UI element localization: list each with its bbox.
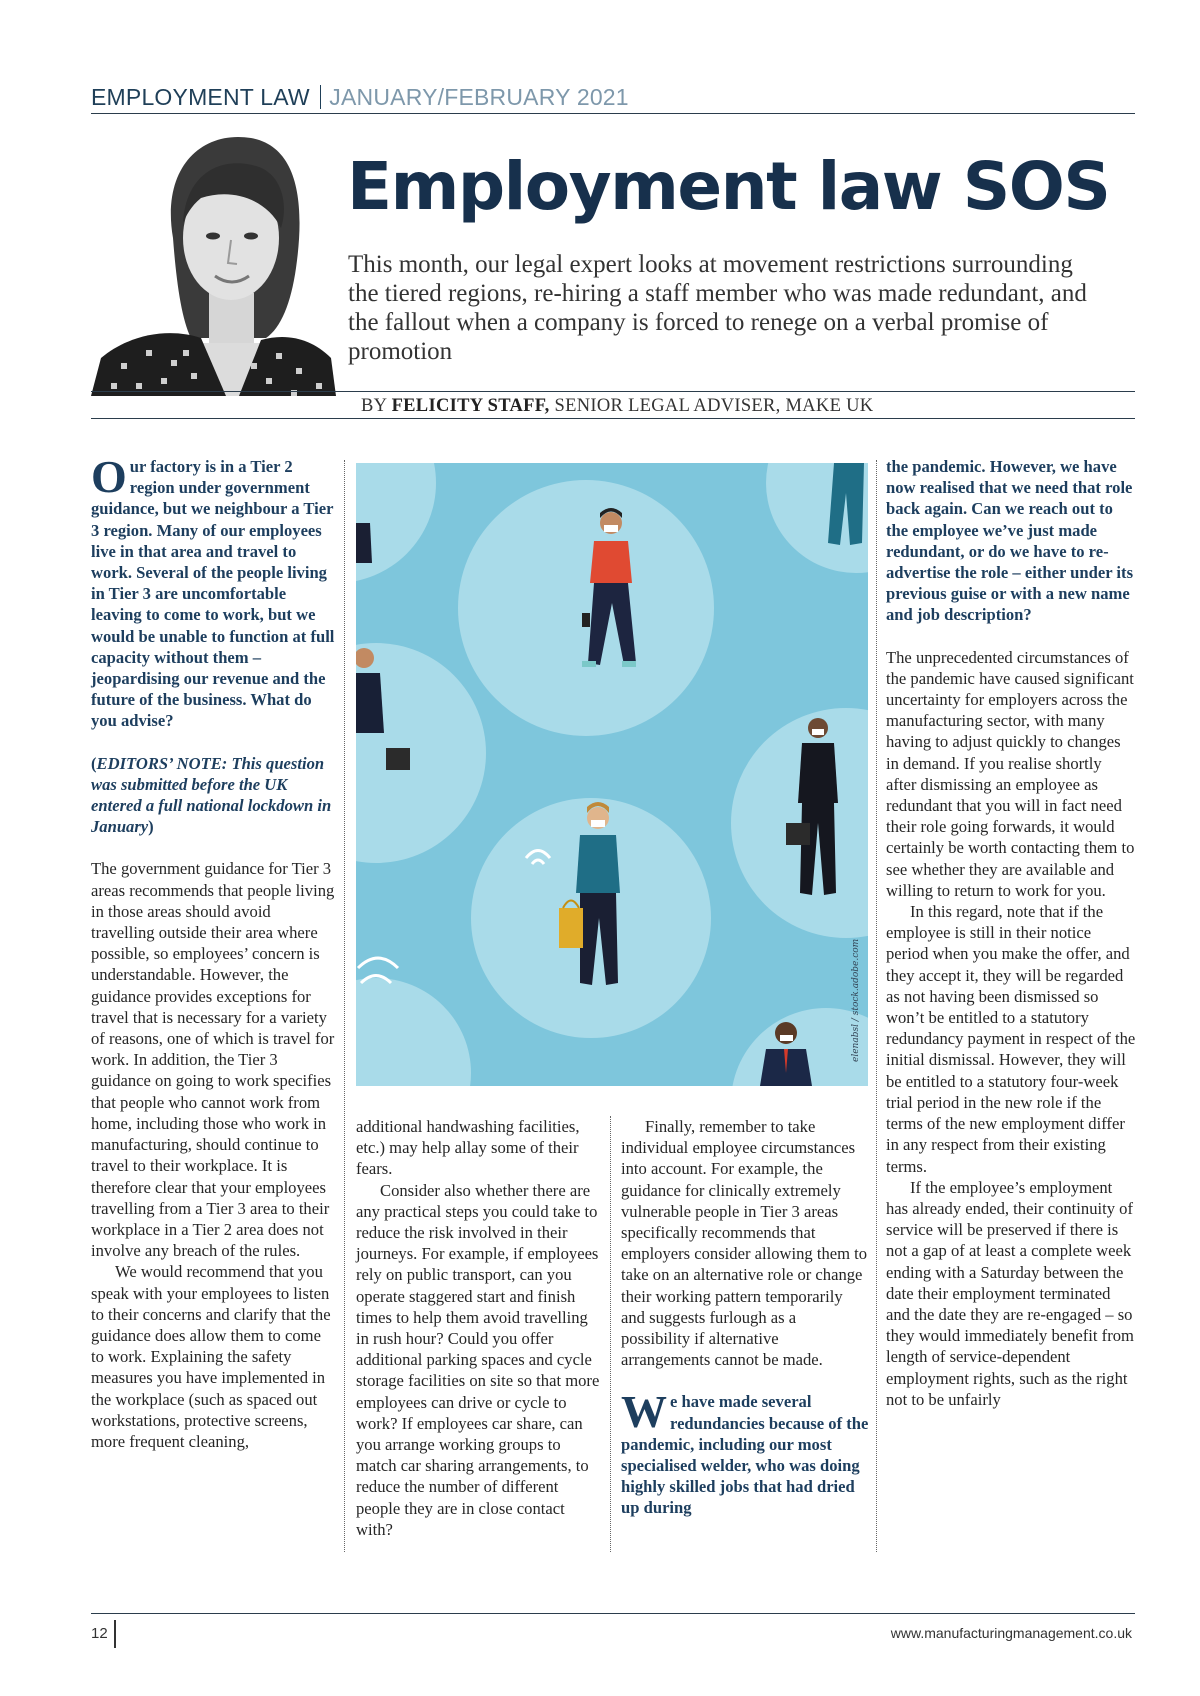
column-2	[356, 1116, 602, 1540]
answer-1-paragraph: The government guidance for Tier 3 areas recommends that people living in those areas should avoid travelling outside their area where possible, so employees’ concern is understandable. However, the guidance provides exceptions for travel that is necessary for a variety of reasons, one of which is travel for work. In addition, the Tier 3 guidance on going to work specifies that people who cannot work from home, including those who work in manufacturing, should continue to travel to their workplace. It is therefore clear that your employees travelling from a Tier 3 area to their workplace in a Tier 2 area does not involve any breach of the rules.	[91, 859, 335, 1261]
answer-2-paragraph: If the employee’s employment has already ended, their continuity of service will be preserved if there is not a gap of at least a complete week ending with a Saturday between the date their employment terminated and the date they are re-engaged – so they would immediately benefit from length of service-dependent employment rights, such as the right not to be unfairly	[886, 1177, 1134, 1409]
column-3	[621, 1116, 869, 1519]
question-1-text: ur factory is in a Tier 2 region under government guidance, but we neighbour a Tier 3 region. Many of our employees live in that area and travel to work. Several of the people living in Tier 3 are uncomfortable leaving to come to work, but we would be unable to function at full capacity without them – jeopardising our revenue and the future of the business. What do you advise?	[91, 457, 335, 731]
column-divider	[876, 460, 877, 1552]
author-portrait	[91, 128, 336, 396]
running-header	[91, 84, 629, 111]
question-2	[621, 1386, 869, 1518]
header-rule	[91, 113, 1135, 114]
answer-1-paragraph: Finally, remember to take individual employee circumstances into account. For example, the guidance for clinically extremely vulnerable people in Tier 3 areas specifically recommends that employers consider allowing them to take on an alternative role or change their working pattern temporarily and suggests furlough as a possibility if alternative arrangements cannot be made.	[621, 1117, 868, 1370]
question-2-text: e have made several redundancies because of the pandemic, including our most specialised welder, who was doing highly skilled jobs that had dried up during	[621, 1392, 869, 1518]
byline-rule-bottom	[91, 418, 1135, 419]
answer-2-paragraph: The unprecedented circumstances of the pandemic have caused significant uncertainty for employers across the manufacturing sector, with many having to adjust quickly to changes in demand. If you realise shortly after dismissing an employee as redundant that you will in fact need their role going forwards, it would certainly be worth contacting them to see whether they are available and willing to return to work for you.	[886, 647, 1135, 900]
column-1	[91, 451, 336, 1452]
note-paren-open: (	[91, 753, 97, 773]
answer-1-paragraph: Consider also whether there are any practical steps you could take to reduce the risk involved in their journeys. For example, if employees rely on public transport, can you operate staggered start and finish times to help them avoid travelling in rush hour? Could you offer additional parking spaces and cycle storage facilities on site so that more employees can drive or cycle to work? If employees car share, can you arrange working groups to match car sharing arrangements, to reduce the number of different people they are in close contact with?	[356, 1180, 600, 1539]
section-name: EMPLOYMENT LAW	[91, 84, 310, 110]
author-name: FELICITY STAFF,	[391, 396, 550, 416]
byline-rule-top	[91, 391, 1135, 392]
editors-note	[91, 753, 336, 838]
note-paren-close: )	[148, 817, 154, 837]
byline-prefix: BY	[361, 396, 387, 416]
answer-2-paragraph: In this regard, note that if the employee is still in their notice period when you make the offer, and they accept it, they will be regarded as not having been dismissed so won’t be entitled to a statutory redundancy payment in respect of the initial dismissal. However, they will be entitled to a statutory four-week trial period in the new role if the terms of the new employment differ in any respect from their existing terms.	[886, 902, 1136, 1176]
drop-cap: W	[621, 1386, 667, 1438]
byline	[361, 396, 873, 417]
question-1	[91, 451, 336, 732]
column-4	[886, 456, 1136, 1410]
page-number: 12	[91, 1625, 108, 1642]
people-walking-illustration	[356, 463, 868, 1086]
drop-cap: O	[91, 451, 127, 502]
footer-divider	[114, 1620, 116, 1648]
footer-rule	[91, 1613, 1135, 1614]
answer-1-paragraph: additional handwashing facilities, etc.) may help allay some of their fears.	[356, 1117, 580, 1179]
editors-note-text: EDITORS’ NOTE: This question was submitted before the UK entered a full national lockdown in January	[91, 753, 332, 837]
column-divider	[610, 1116, 611, 1552]
question-2-continued: the pandemic. However, we have now realised that we need that role back again. Can we reach out to the employee we’ve just made redundant, or do we have to re-advertise the role – either under its previous guise or with a new name and job description?	[886, 457, 1134, 625]
article-title: Employment law SOS	[347, 148, 1110, 225]
issue-date: JANUARY/FEBRUARY 2021	[329, 84, 629, 110]
header-divider	[320, 85, 322, 109]
author-role: SENIOR LEGAL ADVISER, MAKE UK	[554, 396, 874, 416]
answer-1-paragraph: We would recommend that you speak with your employees to listen to their concerns and clarify that the guidance does allow them to come to work. Explaining the safety measures you have implemented in the workplace (such as spaced out workstations, protective screens, more frequent cleaning,	[91, 1262, 331, 1451]
footer-url[interactable]: www.manufacturingmanagement.co.uk	[890, 1625, 1132, 1641]
column-divider	[344, 460, 345, 1552]
image-credit: elenabsl / stock.adobe.com	[851, 938, 861, 1062]
article-standfirst: This month, our legal expert looks at movement restrictions surrounding the tiered regions, re-hiring a staff member who was made redundant, and the fallout when a company is forced to renege on a verbal promise of promotion	[348, 251, 1087, 365]
